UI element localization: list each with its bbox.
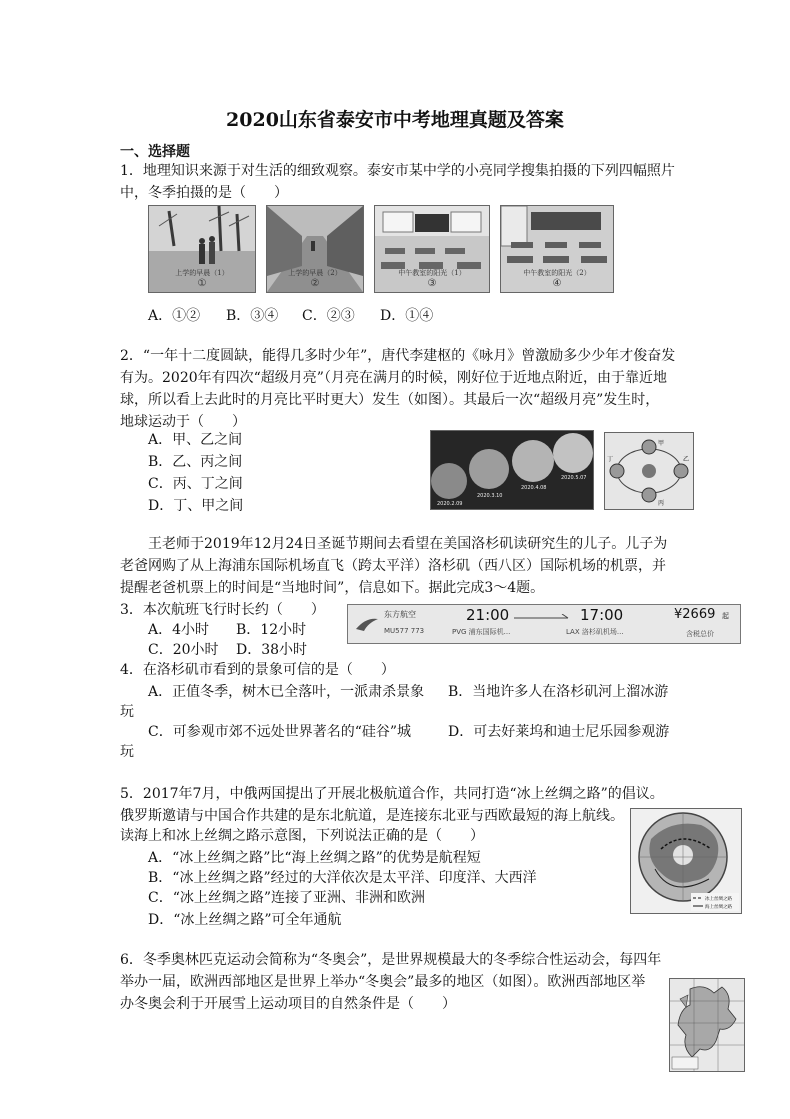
q3-option-b: B．12小时 xyxy=(236,622,307,638)
airline-name: 东方航空 xyxy=(384,610,416,619)
q2-stem-line2: 有为。2020年有四次“超级月亮”（月亮在满月的时候，刚好位于近地点附近，由于靠近地 xyxy=(120,370,667,386)
photo-4-caption: 中午教室的阳光（2） ④ xyxy=(523,269,591,289)
q4-option-a: A．正值冬季，树木已全落叶，一派肃杀景象 xyxy=(148,684,425,700)
q2-option-b: B．乙、丙之间 xyxy=(148,454,243,470)
svg-text:2020.2.09: 2020.2.09 xyxy=(437,501,463,507)
photo-3 xyxy=(374,205,490,293)
q3-option-a: A．4小时 xyxy=(148,622,210,638)
ticket-tax-note: 含税总价 xyxy=(686,630,714,638)
q2-stem-line3: 球，所以看上去此时的月亮比平时更大）发生（如图）。其最后一次“超级月亮”发生时， xyxy=(120,392,660,408)
q1-stem-line1: 1．地理知识来源于对生活的细致观察。泰安市某中学的小亮同学搜集拍摄的下列四幅照片 xyxy=(120,163,675,179)
supermoon-graphic xyxy=(431,431,593,509)
q6-stem-line2: 举办一届，欧洲西部地区是世界上举办“冬奥会”最多的地区（如图）。欧洲西部地区举 xyxy=(120,974,646,990)
page-title: 2020山东省泰安市中考地理真题及答案 xyxy=(226,109,564,131)
photo-1-caption: 上学的早晨（1） ① xyxy=(175,269,229,289)
q1-option-c: C．②③ xyxy=(302,308,355,324)
svg-text:2020.3.10: 2020.3.10 xyxy=(477,493,503,499)
q4-option-b: B．当地许多人在洛杉矶河上溜冰游 xyxy=(448,684,669,700)
svg-text:2020.4.08: 2020.4.08 xyxy=(521,485,547,491)
svg-text:甲: 甲 xyxy=(658,440,665,447)
q5-stem-line2: 俄罗斯邀请与中国合作共建的是东北航道，是连接东北亚与西欧最短的海上航线。 xyxy=(120,808,624,824)
q5-option-b: B．“冰上丝绸之路”经过的大洋依次是太平洋、印度洋、大西洋 xyxy=(148,870,537,886)
airline-logo-icon xyxy=(354,615,380,633)
q2-option-d: D．丁、甲之间 xyxy=(148,498,244,514)
passage-line3: 提醒老爸机票上的时间是“当地时间”，信息如下。据此完成3～4题。 xyxy=(120,580,545,596)
silk-road-map xyxy=(630,808,742,914)
earth-orbit-graphic xyxy=(605,433,693,509)
q2-stem-line1: 2．“一年十二度圆缺，能得几多时少年”，唐代李建枢的《咏月》曾激励多少少年才俊奋发 xyxy=(120,348,676,364)
q4-option-b-wrap: 玩 xyxy=(120,704,134,720)
q3-option-d: D．38小时 xyxy=(236,642,308,658)
q1-option-b: B．③④ xyxy=(226,308,279,324)
arrival-time: 17:00 xyxy=(580,606,624,624)
photo-2 xyxy=(266,205,364,293)
q3-option-c: C．20小时 xyxy=(148,642,219,658)
q1-stem-line2: 中，冬季拍摄的是（ ） xyxy=(120,185,288,201)
q5-stem-line1: 5．2017年7月，中俄两国提出了开展北极航道合作，共同打造“冰上丝绸之路”的倡议。 xyxy=(120,786,664,802)
photo-4 xyxy=(500,205,614,293)
q5-option-c: C．“冰上丝绸之路”连接了亚洲、非洲和欧洲 xyxy=(148,890,426,906)
q5-option-a: A．“冰上丝绸之路”比“海上丝绸之路”的优势是航程短 xyxy=(148,850,481,866)
q2-option-c: C．丙、丁之间 xyxy=(148,476,243,492)
q4-stem: 4．在洛杉矶市看到的景象可信的是（ ） xyxy=(120,662,395,678)
photo-1 xyxy=(148,205,256,293)
departure-time: 21:00 xyxy=(466,606,510,624)
ticket-price-suffix: 起 xyxy=(722,612,729,620)
q6-stem-line1: 6．冬季奥林匹克运动会简称为“冬奥会”，是世界规模最大的冬季综合性运动会，每四年 xyxy=(120,952,662,968)
q6-stem-line3: 办冬奥会利于开展雪上运动项目的自然条件是（ ） xyxy=(120,996,456,1012)
flight-arrow-icon xyxy=(514,614,570,622)
flight-ticket xyxy=(347,604,741,644)
photo-3-caption: 中午教室的阳光（1） ③ xyxy=(398,269,466,289)
svg-text:丙: 丙 xyxy=(658,500,665,507)
svg-text:冰上丝绸之路: 冰上丝绸之路 xyxy=(705,897,732,902)
svg-text:丁: 丁 xyxy=(607,456,614,463)
q1-option-d: D．①④ xyxy=(380,308,434,324)
q5-stem-line3: 读海上和冰上丝绸之路示意图，下列说法正确的是（ ） xyxy=(120,828,484,844)
departure-airport: PVG 浦东国际机... xyxy=(452,628,511,636)
silk-road-map-graphic xyxy=(631,809,741,913)
europe-map-graphic xyxy=(670,979,744,1071)
q3-stem: 3．本次航班飞行时长约（ ） xyxy=(120,602,325,618)
q4-option-c: C．可参观市郊不远处世界著名的“硅谷”城 xyxy=(148,724,412,740)
q2-option-a: A．甲、乙之间 xyxy=(148,432,243,448)
svg-text:2020.5.07: 2020.5.07 xyxy=(561,475,587,481)
q4-option-d: D．可去好莱坞和迪士尼乐园参观游 xyxy=(448,724,670,740)
supermoon-figure xyxy=(430,430,594,510)
ticket-price: ¥2669 xyxy=(674,607,716,622)
q1-option-a: A．①② xyxy=(148,308,201,324)
passage-line2: 老爸网购了从上海浦东国际机场直飞（跨太平洋）洛杉矶（西八区）国际机场的机票，并 xyxy=(120,558,666,574)
photo-2-caption: 上学的早晨（2） ② xyxy=(288,269,342,289)
section-heading: 一、选择题 xyxy=(120,144,190,160)
earth-orbit-diagram xyxy=(604,432,694,510)
q2-stem-line4: 地球运动于（ ） xyxy=(120,414,246,430)
svg-text:乙: 乙 xyxy=(683,456,690,463)
q5-option-d: D．“冰上丝绸之路”可全年通航 xyxy=(148,912,342,928)
svg-text:海上丝绸之路: 海上丝绸之路 xyxy=(705,905,732,910)
q4-option-d-wrap: 玩 xyxy=(120,744,134,760)
arrival-airport: LAX 洛杉矶机场... xyxy=(566,628,624,636)
europe-map xyxy=(669,978,745,1072)
passage-line1: 王老师于2019年12月24日圣诞节期间去看望在美国洛杉矶读研究生的儿子。儿子为 xyxy=(148,536,668,552)
flight-number: MU577 773 xyxy=(384,627,425,635)
